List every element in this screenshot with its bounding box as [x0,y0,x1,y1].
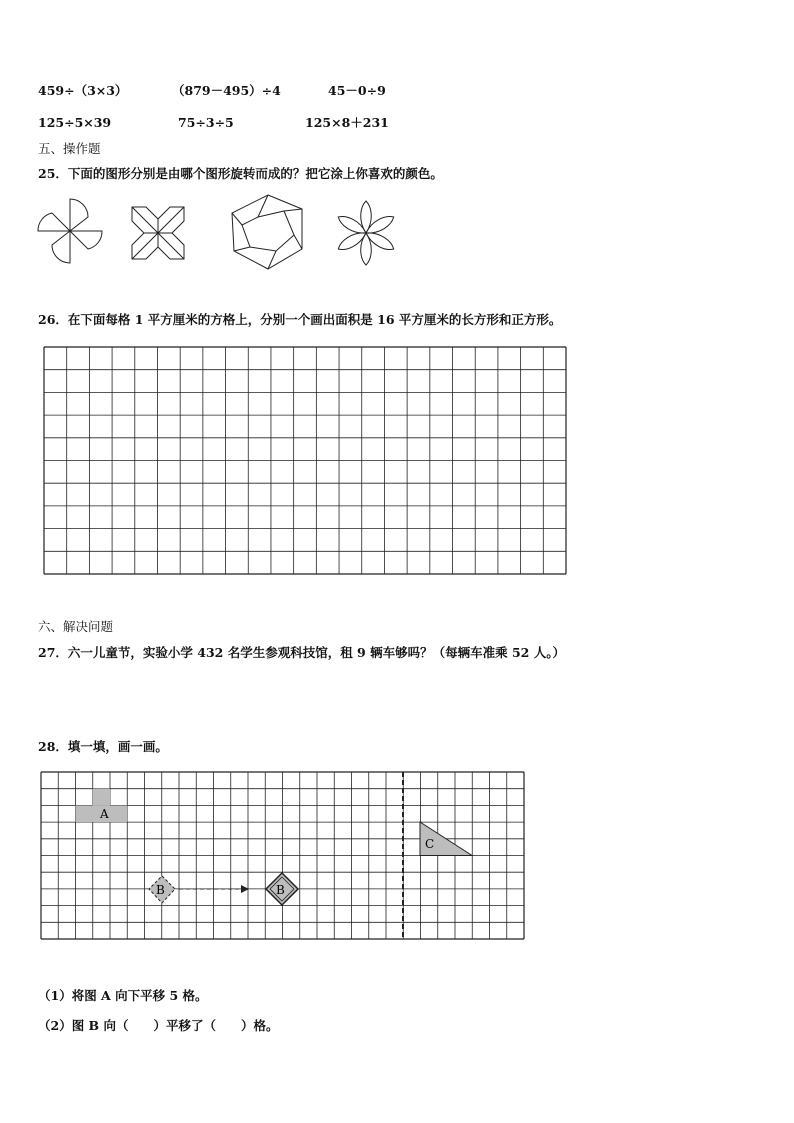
expression-1: 459÷（3×3） [38,83,128,98]
flower-figure [336,201,397,265]
expression-4: 125÷5×39 [38,115,112,130]
label-a: A [100,807,109,821]
question-28-sub-2: （2）图 B 向（ ）平移了（ ）格。 [38,1018,279,1033]
cross-figure [132,207,184,259]
question-28: 28．填一填，画一画。 [38,739,168,754]
question-28-sub-1: （1）将图 A 向下平移 5 格。 [38,988,208,1003]
expression-6: 125×8＋231 [305,115,389,130]
section-5-title: 五、操作题 [38,141,101,156]
hexagon-figure [232,195,302,269]
question-27: 27．六一儿童节，实验小学 432 名学生参观科技馆，租 9 辆车够吗？（每辆车准乘 52 人。） [38,645,565,660]
translation-grid[interactable] [41,772,524,939]
square-grid[interactable] [44,347,566,574]
pinwheel-figure [38,199,102,263]
label-b-moved: B [276,883,285,897]
rotation-figures [36,195,396,275]
question-26: 26．在下面每格 1 平方厘米的方格上，分别一个画出面积是 16 平方厘米的长方形和正方形。 [38,312,562,327]
expression-5: 75÷3÷5 [178,115,234,130]
blade-4 [38,213,70,231]
question-25: 25．下面的图形分别是由哪个图形旋转而成的？把它涂上你喜欢的颜色。 [38,166,443,181]
expression-3: 45－0÷9 [328,83,386,98]
expression-2: （879－495）÷4 [172,83,281,98]
section-6-title: 六、解决问题 [38,619,114,634]
blade-3 [52,231,70,263]
label-c: C [425,837,435,851]
blade-1 [70,199,88,231]
label-b-original: B [156,883,165,897]
blade-2 [70,231,102,249]
